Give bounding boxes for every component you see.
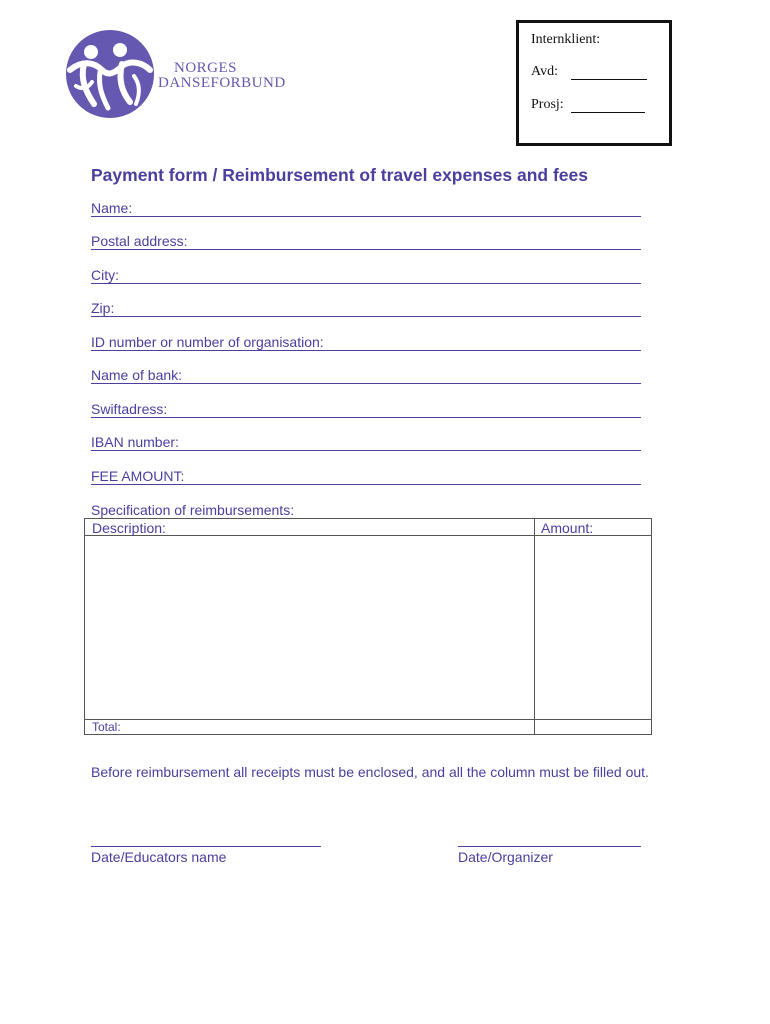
iban-number-field-label: IBAN number: [91,434,179,450]
swift-address-field-line[interactable] [91,417,641,418]
bank-name-field-label: Name of bank: [91,367,183,383]
logo-text-line2: DANSEFORBUND [158,75,286,91]
form-title: Payment form / Reimbursement of travel expenses and fees [91,165,588,185]
total-label: Total: [92,720,121,734]
receipts-note: Before reimbursement all receipts must be enclosed, and all the column must be filled out. [91,764,649,780]
educator-signature-line[interactable] [91,846,321,847]
fee-amount-field[interactable] [91,465,641,485]
zip-field-line[interactable] [91,316,641,317]
educator-signature-label: Date/Educators name [91,849,227,865]
description-column-header: Description: [92,520,166,536]
postal-address-field-line[interactable] [91,249,641,250]
swift-address-field-label: Swiftadress: [91,401,168,417]
specification-label: Specification of reimbursements: [91,502,295,518]
city-field-line[interactable] [91,283,641,284]
postal-address-field[interactable] [91,230,641,250]
dept-blank-line[interactable] [571,79,647,80]
fee-amount-field-label: FEE AMOUNT: [91,468,185,484]
project-label: Prosj: [531,97,564,112]
city-field[interactable] [91,264,641,284]
dept-label: Avd: [531,64,558,79]
logo-text-line1: NORGES [174,60,238,76]
name-field-line[interactable] [91,216,641,217]
city-field-label: City: [91,267,119,283]
description-cell[interactable] [85,536,534,719]
name-field[interactable] [91,197,641,217]
amount-column-header: Amount: [541,520,594,536]
internal-client-box [516,20,672,146]
fee-amount-field-line[interactable] [91,484,641,485]
iban-number-field[interactable] [91,431,641,451]
id-number-field-label: ID number or number of organisation: [91,334,324,350]
dancers-logo-icon [64,30,156,118]
postal-address-field-label: Postal address: [91,233,188,249]
organizer-signature-label: Date/Organizer [458,849,553,865]
name-field-label: Name: [91,200,133,216]
reimbursement-table [84,518,652,735]
bank-name-field[interactable] [91,364,641,384]
project-blank-line[interactable] [571,112,645,113]
amount-cell[interactable] [535,536,651,719]
id-number-field[interactable] [91,331,641,351]
internal-client-label: Internklient: [531,32,601,47]
iban-number-field-line[interactable] [91,450,641,451]
id-number-field-line[interactable] [91,350,641,351]
bank-name-field-line[interactable] [91,383,641,384]
organizer-signature-line[interactable] [458,846,641,847]
norges-danseforbund-logo [64,30,156,123]
zip-field-label: Zip: [91,300,115,316]
total-amount-cell[interactable] [535,720,651,734]
zip-field[interactable] [91,297,641,317]
swift-address-field[interactable] [91,398,641,418]
